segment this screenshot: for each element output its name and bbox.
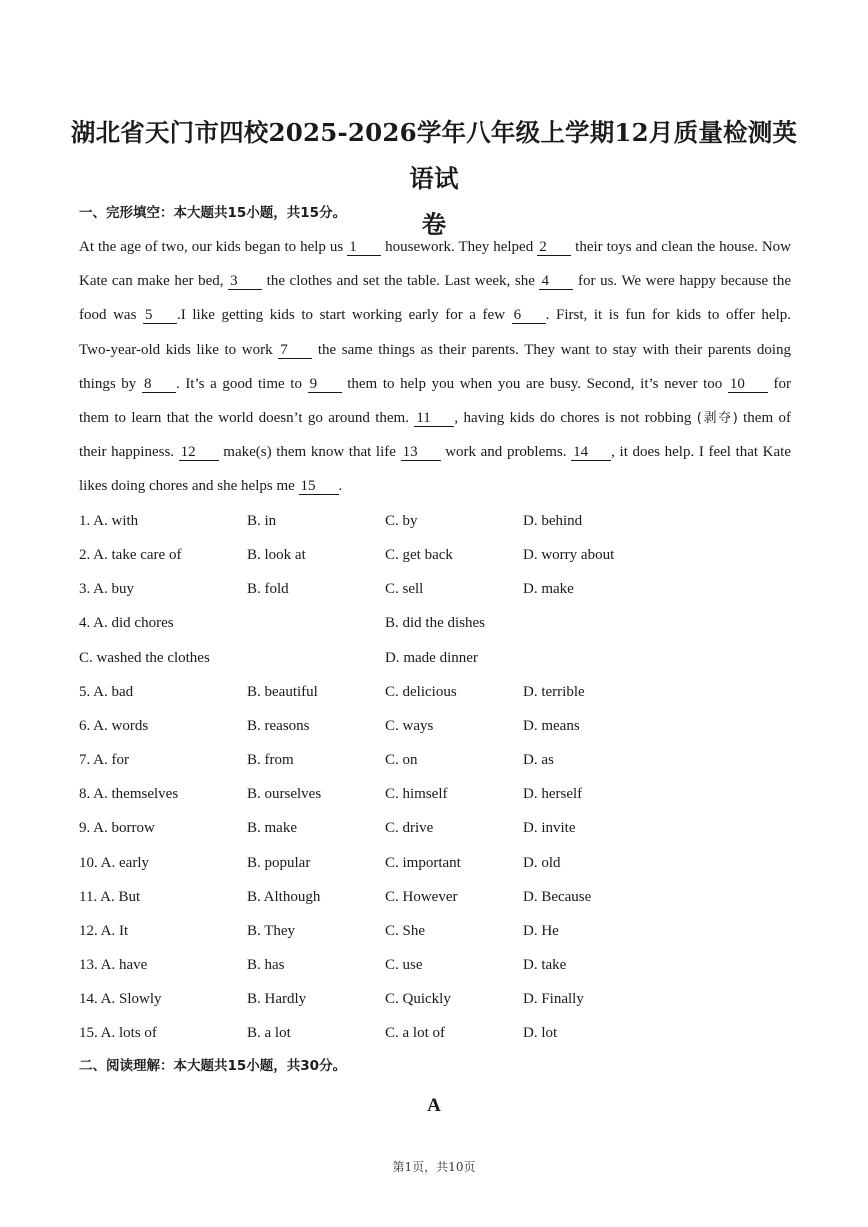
section-heading-reading: 二、阅读理解：本大题共15小题，共30分。 (79, 1058, 347, 1074)
option-d: D. behind (523, 513, 583, 529)
question-row (79, 885, 791, 909)
option-a: 8. A. themselves (79, 786, 179, 803)
question-row (79, 646, 791, 670)
reading-part-label: A (427, 1095, 441, 1116)
option-c: C. himself (385, 786, 448, 803)
blank-3: 3 (228, 273, 262, 290)
option-c: C. a lot of (385, 1025, 445, 1042)
passage-line: food was 5 .I like getting kids to start working early for a few 6 . First, it is fun for kids to offer help. (79, 307, 791, 324)
option-b: B. a lot (247, 1025, 291, 1042)
option-d: D. means (523, 717, 580, 734)
cloze-passage (79, 230, 791, 504)
option-d: D. as (523, 752, 554, 769)
passage-line: things by 8 . It’s a good time to 9 them to help you when you are busy. Second, it’s never too 10 for (79, 375, 792, 392)
option-b: B. from (247, 752, 294, 769)
blank-5: 5 (143, 307, 177, 324)
blank-8: 8 (142, 376, 176, 393)
blank-2: 2 (537, 239, 571, 256)
option-c: C. delicious (385, 683, 457, 700)
blank-14: 14 (571, 444, 611, 461)
option-a: 5. A. bad (79, 683, 134, 700)
blank-9: 9 (308, 376, 342, 393)
option-a: 1. A. with (79, 513, 139, 529)
blank-11: 11 (414, 410, 454, 427)
passage-line: Two-year-old kids like to work 7 the same things as their parents. They want to stay with their parents doing (79, 341, 792, 358)
question-row (79, 509, 791, 533)
option-b: B. Although (247, 888, 321, 905)
option-a: 4. A. did chores (79, 615, 174, 632)
option-c: C. important (385, 854, 461, 871)
blank-4: 4 (539, 273, 573, 290)
blank-6: 6 (512, 307, 546, 324)
blank-13: 13 (401, 444, 441, 461)
option-a: 14. A. Slowly (79, 991, 162, 1008)
option-c: C. drive (385, 820, 434, 837)
option-a: 3. A. buy (79, 581, 135, 598)
option-a: 11. A. But (79, 888, 141, 905)
option-d: D. make (523, 581, 574, 598)
option-a: 10. A. early (79, 854, 149, 871)
option-c: C. sell (385, 581, 424, 598)
option-c: B. did the dishes (385, 615, 485, 632)
option-b: B. popular (247, 854, 311, 871)
option-a: 2. A. take care of (79, 547, 182, 564)
option-a: 15. A. lots of (79, 1025, 157, 1042)
option-b: B. fold (247, 581, 289, 598)
passage-line: them to learn that the world doesn’t go around them. 11 , having kids do chores is not robbing (剥夺) them of (79, 409, 791, 426)
option-d: D. He (523, 922, 559, 939)
option-d: D. lot (523, 1025, 558, 1042)
option-b: B. Hardly (247, 991, 307, 1008)
blank-10: 10 (728, 376, 768, 393)
option-b: B. in (247, 513, 277, 529)
option-c: C. However (385, 888, 458, 905)
question-row (79, 577, 791, 601)
option-a: 9. A. borrow (79, 820, 155, 837)
question-row (79, 919, 791, 943)
option-c: C. get back (385, 547, 453, 564)
option-b: B. They (247, 922, 296, 939)
question-row (79, 714, 791, 738)
option-c: D. made dinner (385, 649, 478, 666)
option-c: C. use (385, 956, 423, 973)
option-b: B. beautiful (247, 683, 318, 700)
blank-12: 12 (179, 444, 219, 461)
question-row (79, 1021, 791, 1045)
blank-15: 15 (299, 478, 339, 495)
option-d: D. terrible (523, 683, 585, 700)
option-a: 13. A. have (79, 956, 148, 973)
option-b: B. reasons (247, 717, 310, 734)
question-row (79, 987, 791, 1011)
blank-1: 1 (347, 239, 381, 256)
option-a: 7. A. for (79, 752, 129, 769)
option-a: C. washed the clothes (79, 649, 210, 666)
passage-line: likes doing chores and she helps me 15 . (79, 478, 343, 495)
option-b: B. ourselves (247, 786, 322, 803)
question-row (79, 543, 791, 567)
option-b: B. make (247, 820, 297, 837)
option-b: B. look at (247, 547, 306, 564)
question-row (79, 611, 791, 635)
blank-7: 7 (278, 342, 312, 359)
option-c: C. ways (385, 717, 434, 734)
option-c: C. on (385, 752, 418, 769)
option-a: 6. A. words (79, 717, 149, 734)
option-a: 12. A. It (79, 922, 129, 939)
question-row (79, 680, 791, 704)
option-c: C. by (385, 513, 418, 529)
question-row (79, 816, 791, 840)
question-row (79, 851, 791, 875)
section-heading-cloze: 一、完形填空：本大题共15小题，共15分。 (79, 205, 347, 221)
exam-title-line2: 卷 (421, 210, 447, 239)
option-c: C. Quickly (385, 991, 451, 1008)
question-row (79, 748, 791, 772)
option-d: D. old (523, 854, 561, 871)
passage-line: At the age of two, our kids began to help us 1 housework. They helped 2 their toys and clean the house. Now (79, 239, 792, 255)
question-row (79, 782, 791, 806)
option-d: D. invite (523, 820, 576, 837)
option-d: D. worry about (523, 547, 615, 564)
option-d: D. herself (523, 786, 583, 803)
option-b: B. has (247, 956, 285, 973)
passage-line: Kate can make her bed, 3 the clothes and set the table. Last week, she 4 for us. We were happy because the (79, 273, 791, 290)
option-d: D. Finally (523, 991, 584, 1008)
question-row (79, 953, 791, 977)
option-d: D. Because (523, 888, 592, 905)
option-c: C. She (385, 922, 426, 939)
page-footer: 第1页，共10页 (392, 1160, 476, 1174)
exam-title (60, 110, 808, 248)
passage-line: their happiness. 12 make(s) them know that life 13 work and problems. 14 , it does help. I feel that Kate (79, 444, 792, 461)
option-d: D. take (523, 956, 567, 973)
exam-title-line1: 湖北省天门市四校2025-2026学年八年级上学期12月质量检测英语试 (70, 118, 798, 193)
